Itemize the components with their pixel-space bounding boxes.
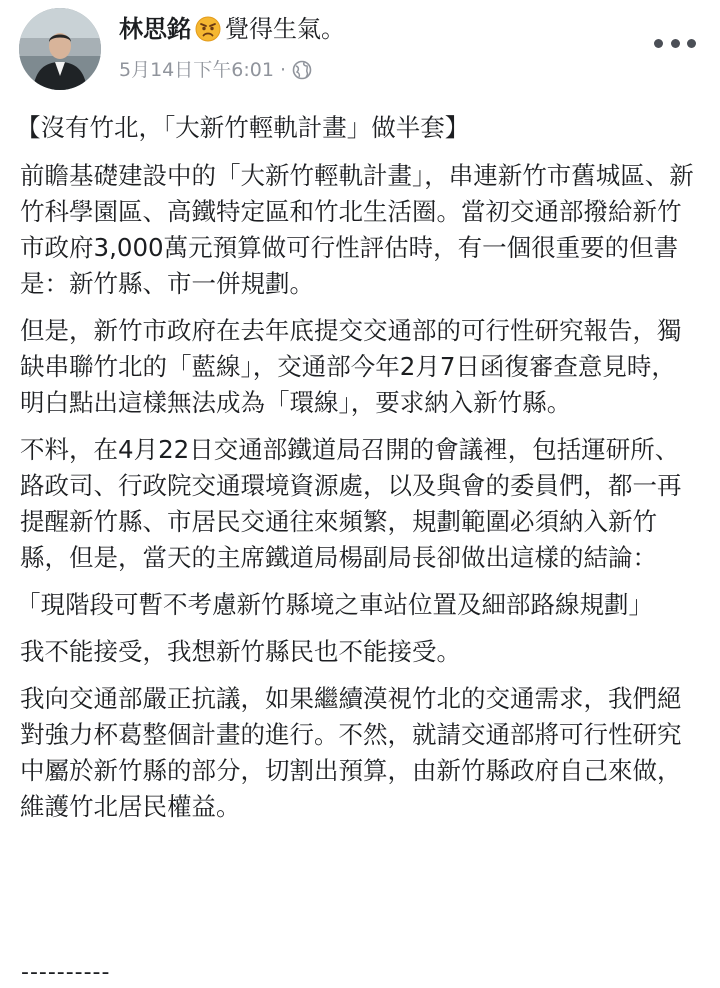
meta-separator: · [279,59,286,81]
globe-icon[interactable] [292,60,312,88]
avatar-photo [19,8,101,90]
ellipsis-icon [654,39,663,48]
post-headline: 【沒有竹北，「大新竹輕軌計畫」做半套】 [16,113,470,142]
post-paragraph: 我不能接受，我想新竹縣民也不能接受。 [20,637,461,666]
post-paragraph: 不料，在4月22日交通部鐵道局召開的會議裡，包括運研所、路政司、行政院交通環境資源處，以及與會的委員們，都一再提醒新竹縣、市居民交通往來頻繁，規劃範圍必須納入新竹縣，但是，當天的主席鐵道局楊副局長卻做出這樣的結論： [20,435,682,572]
post-timestamp[interactable]: 5月14日下午6:01 [119,59,274,81]
feeling-text: 覺得生氣。 [225,15,345,43]
ellipsis-icon [671,39,680,48]
post-divider: ---------- [21,960,111,985]
post-meta [119,56,312,88]
author-name[interactable]: 林思銘 [119,15,191,43]
post-paragraph: 前瞻基礎建設中的「大新竹輕軌計畫」，串連新竹市舊城區、新竹科學園區、高鐵特定區和竹北生活圈。當初交通部撥給新竹市政府3,000萬元預算做可行性評估時，有一個很重要的但書是：新竹縣、市一併規劃。 [20,161,694,298]
post-header [0,0,720,100]
author-line [119,12,345,51]
post-paragraph: 但是，新竹市政府在去年底提交交通部的可行性研究報告，獨缺串聯竹北的「藍線」，交通部今年2月7日函復審查意見時，明白點出這樣無法成為「環線」，要求納入新竹縣。 [20,316,682,417]
author-avatar[interactable] [19,8,101,90]
post-body [16,110,700,836]
angry-face-icon [195,16,221,51]
post-paragraph: 我向交通部嚴正抗議，如果繼續漠視竹北的交通需求，我們絕對強力杯葛整個計畫的進行。不然，就請交通部將可行性研究中屬於新竹縣的部分，切割出預算，由新竹縣政府自己來做，維護竹北居民權益。 [20,684,682,821]
more-options-button[interactable] [654,28,696,58]
post-quote: 「現階段可暫不考慮新竹縣境之車站位置及細部路線規劃」 [16,590,653,619]
ellipsis-icon [687,39,696,48]
